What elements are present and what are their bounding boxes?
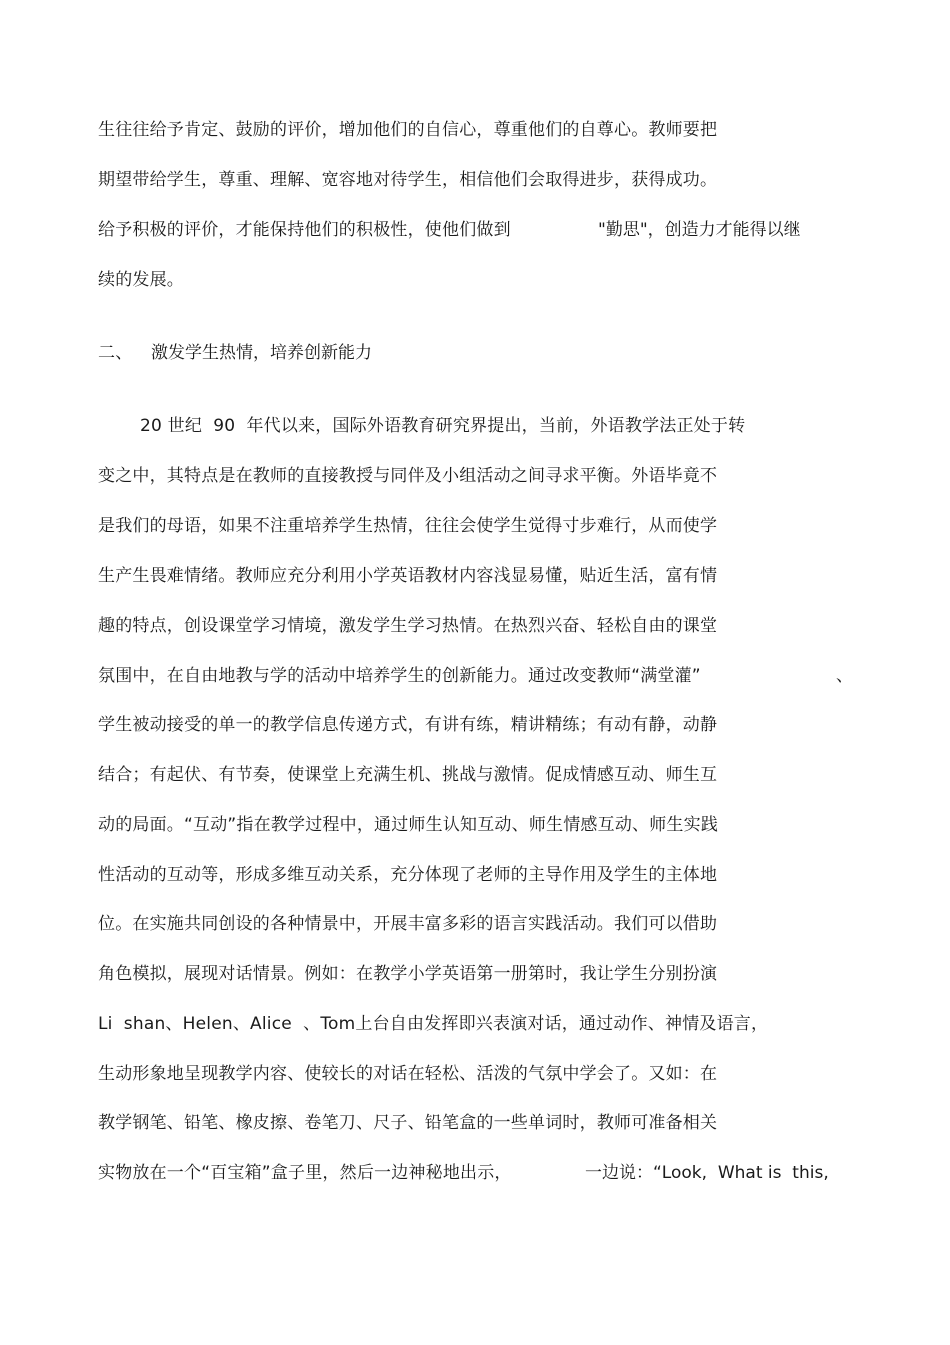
paragraph-line: 性活动的互动等，形成多维互动关系，充分体现了老师的主导作用及学生的主体地 [98, 865, 718, 885]
paragraph-line-tail: 、 [836, 666, 853, 686]
paragraph-line: 变之中，其特点是在教师的直接教授与同伴及小组活动之间寻求平衡。外语毕竟不 [98, 466, 718, 486]
paragraph-line: 是我们的母语，如果不注重培养学生热情，往往会使学生觉得寸步难行，从而使学 [98, 516, 718, 536]
section-heading: 激发学生热情，培养创新能力 [151, 343, 372, 363]
paragraph-line: 位。在实施共同创设的各种情景中，开展丰富多彩的语言实践活动。我们可以借助 [98, 914, 718, 934]
paragraph-line: 角色模拟，展现对话情景。例如：在教学小学英语第一册第时，我让学生分别扮演 [98, 964, 718, 984]
section-number: 二、 [98, 343, 133, 363]
paragraph-line: 实物放在一个“百宝箱”盒子里，然后一边神秘地出示， [98, 1163, 512, 1183]
paragraph-line-tail: "勤思"，创造力才能得以继 [598, 220, 801, 240]
paragraph-line: 趣的特点，创设课堂学习情境，激发学生学习热情。在热烈兴奋、轻松自由的课堂 [98, 616, 718, 636]
paragraph-line: Li shan、Helen、Alice 、Tom上台自由发挥即兴表演对话，通过动作、神情及语言， [98, 1014, 769, 1034]
paragraph-line: 动的局面。“互动”指在教学过程中，通过师生认知互动、师生情感互动、师生实践 [98, 815, 719, 835]
paragraph-line: 给予积极的评价，才能保持他们的积极性，使他们做到 [98, 220, 511, 240]
paragraph-line: 学生被动接受的单一的教学信息传递方式，有讲有练，精讲精练；有动有静，动静 [98, 715, 718, 735]
paragraph-line: 氛围中，在自由地教与学的活动中培养学生的创新能力。通过改变教师“满堂灌” [98, 666, 701, 686]
paragraph-line: 续的发展。 [98, 270, 184, 290]
paragraph-line-tail: 一边说：“Look, What is this, [585, 1163, 829, 1183]
paragraph-line: 结合；有起伏、有节奏，使课堂上充满生机、挑战与激情。促成情感互动、师生互 [98, 765, 718, 785]
paragraph-line: 教学钢笔、铅笔、橡皮擦、卷笔刀、尺子、铅笔盒的一些单词时，教师可准备相关 [98, 1113, 718, 1133]
paragraph-line: 期望带给学生，尊重、理解、宽容地对待学生，相信他们会取得进步，获得成功。 [98, 170, 718, 190]
paragraph-line: 生产生畏难情绪。教师应充分利用小学英语教材内容浅显易懂，贴近生活，富有情 [98, 566, 718, 586]
paragraph-line: 20 世纪 90 年代以来，国际外语教育研究界提出，当前，外语教学法正处于转 [140, 416, 746, 436]
paragraph-line: 生动形象地呈现教学内容、使较长的对话在轻松、活泼的气氛中学会了。又如：在 [98, 1064, 718, 1084]
paragraph-line: 生往往给予肯定、鼓励的评价，增加他们的自信心，尊重他们的自尊心。教师要把 [98, 120, 718, 140]
